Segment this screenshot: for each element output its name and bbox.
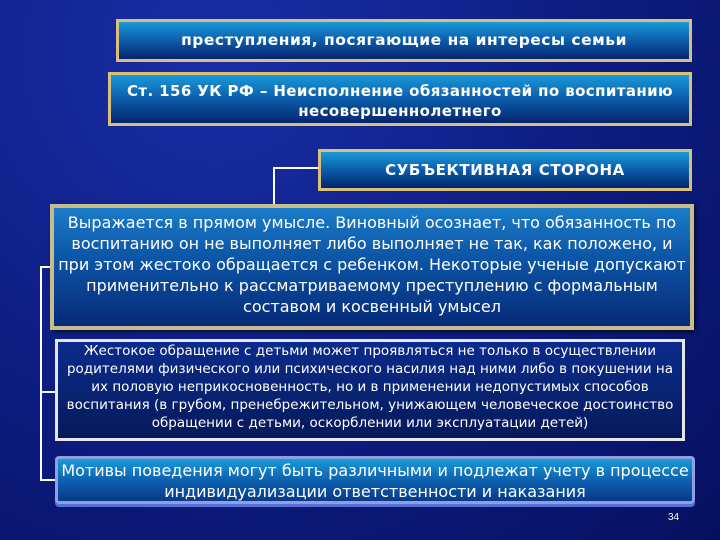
connector-vertical-top bbox=[273, 167, 275, 205]
connector-left-to-block3 bbox=[40, 479, 56, 481]
slide-title-box bbox=[116, 19, 692, 62]
cruelty-description-text: Жестокое обращение с детьми может проявляться не только в осуществлении родителями физического или психического насилия над ними либо в покушении на их половую неприкосновенность, но и в применении недопустимых способов воспитания (в грубом, пренебрежительном, унижающем человеческое достоинство обращении с детьми, оскорблении или эксплуатации детей) bbox=[66, 343, 674, 431]
connector-left-vertical bbox=[40, 266, 42, 481]
motives-box bbox=[55, 456, 695, 504]
connector-left-to-block2 bbox=[40, 391, 56, 393]
connector-horizontal-top bbox=[274, 167, 318, 169]
intent-description-box bbox=[50, 204, 694, 330]
cruelty-description-box bbox=[55, 339, 685, 441]
slide-title: преступления, посягающие на интересы семьи bbox=[181, 31, 627, 49]
section-header-box bbox=[318, 149, 692, 191]
motives-text: Мотивы поведения могут быть различными и подлежат учету в процессе индивидуализации ответственности и наказания bbox=[61, 461, 689, 501]
intent-description-text: Выражается в прямом умысле. Виновный осознает, что обязанность по воспитанию он не выполняет либо выполняет не так, как положено, и при этом жестоко обращается с ребенком. Некоторые ученые допускают применительно к рассматриваемому преступлению с формальным составом и косвенный умысел bbox=[58, 213, 686, 316]
page-number: 34 bbox=[668, 512, 680, 523]
article-box bbox=[108, 72, 692, 126]
section-header: СУБЪЕКТИВНАЯ СТОРОНА bbox=[385, 161, 625, 179]
article-title: Ст. 156 УК РФ – Неисполнение обязанностей по воспитанию несовершеннолетнего bbox=[126, 82, 674, 120]
